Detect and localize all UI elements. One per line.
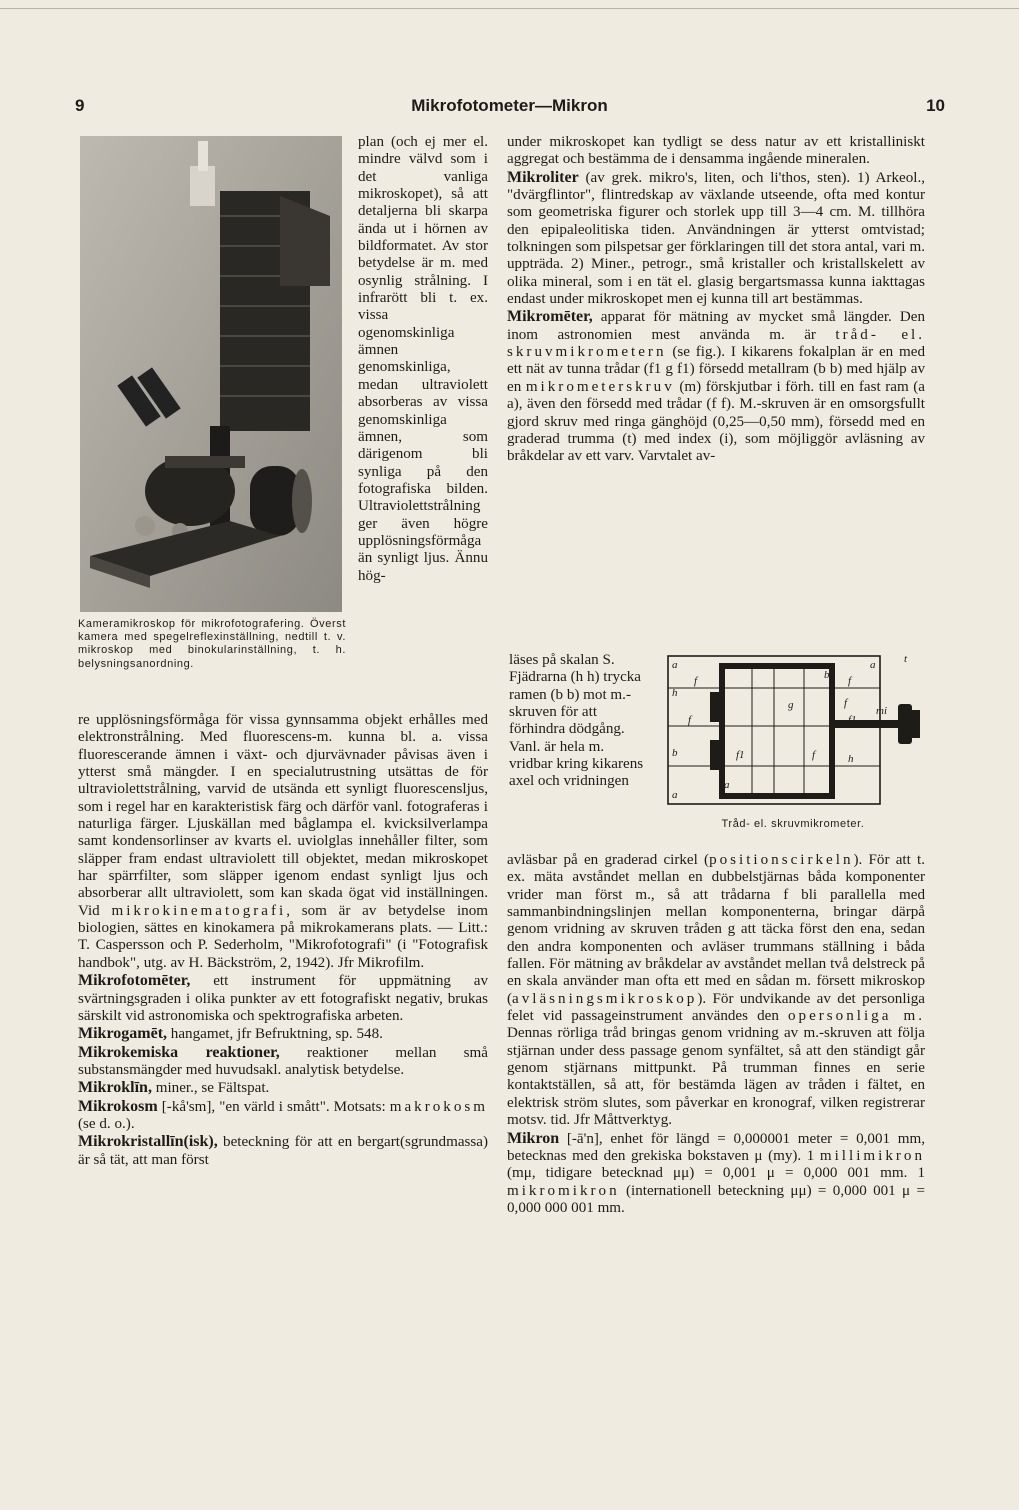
entry-mikrokristallin: Mikrokristallīn(isk), beteckning för att en bergart(sgrundmassa) är så tät, att man först [78,1133,488,1168]
figure-label: f [812,749,816,761]
thread-micrometer-diagram [664,648,924,814]
right-narrow-text: läses på skalan S. Fjädrarna (h h) trycka ramen (b b) mot m.-skruven för att förhindra dödgång. Vanl. är hela m. vridbar kring kikarens axel och vridningen [509,652,644,790]
microscope-camera-photo [80,136,342,612]
page-number-left: 9 [75,96,85,115]
figure-label: h [672,687,678,699]
paragraph: avläsbar på en graderad cirkel (positionscirkeln). För att t. ex. mäta avståndet mellan en dubbelstjärnas båda komponenter vrider man först m., så att trådarna f bli parallella med sammanbindningslinjen mellan komponenterna, bringar därpå genom vridning av skruven tråden g att täcka först den ena, sedan den andra komponenten och avläser trummans ställning i båda fallen. För mätning av bråkdelar av avståndet mellan två delstreck på en skala använder man ofta ett med en sådan m. försett mikroskop (avläsningsmikroskop). För undvikande av det personliga felet vid passageinstrument användes den opersonliga m. Dennas rörliga tråd bringas genom vridning av m.-skruven att följa stjärnan under dess passage genom synfältet, så att den ständigt går genom stjärnans mittpunkt. På trumman finnes en serie kontaktställen, så att, för bestämda lägen av tråden i fältet, en elektrisk ström slutes, som påverkar en kronograf, vilken registrerar motsv. tid. Jfr Måttverktyg. [507,852,926,1129]
right-column-top [507,134,925,466]
entry-mikroliter: Mikroliter (av grek. mikro's, liten, och li'thos, sten). 1) Arkeol., "dvärgflintor", flintredskap av växlande utseende, ofta med kontur som geometriska figurer och storlek upp till 3—4 cm. M. tillhöra den epipaleolitiska tiden. Användningen är ytterst omtvistad; tolkningen som pilspetsar ger förklaringen till det stora antal, vari m. uppträda. 2) Miner., petrogr., små kristaller och kristallskelett av olika mineral, som i en tät el. glasig bergartsmassa kunna iakttagas endast under mikroskopet men ej kunna till art bestämmas. [507,168,925,308]
entry-mikrokosm: Mikrokosm [-kå'sm], "en värld i smått". Motsats: makrokosm (se d. o.). [78,1097,488,1132]
figure-label: f [844,697,848,709]
paragraph: under mikroskopet kan tydligt se dess natur av ett kristalliniskt aggregat och bestämma de i densamma ingående mineralen. [507,134,925,168]
figure-caption: Tråd- el. skruvmikrometer. [721,818,865,830]
figure-label: b [672,747,678,759]
entry-mikrogamet: Mikrogamēt, hangamet, jfr Befruktning, sp. 548. [78,1025,383,1043]
headword: Mikrofotomēter, [78,972,191,990]
right-column-lower [507,852,925,1217]
entry-mikron: Mikron [-ā'n], enhet för längd = 0,000001 meter = 0,001 mm, betecknas med den grekiska bokstaven μ (my). 1 millimikron (mμ, tidigare betecknad μμ) = 0,001 μ = 0,000 001 mm. 1 mikromikron (internationell beteckning μμ) = 0,000 001 μ = 0,000 000 001 mm. [507,1129,925,1216]
headword: Mikrokosm [78,1097,158,1115]
figure-label: i [884,705,888,717]
figure-label: f [688,714,692,726]
figure-label: f1 [736,749,745,761]
entry-mikrofotometer: Mikrofotomēter, ett instrument för uppmätning av svärtningsgraden i olika punkter av ett fotografiskt negativ, brukas särskilt vid astronomiska och spektrografiska arbeten. [78,972,488,1024]
figure-label: f1 [848,714,857,726]
figure-label: a [870,659,876,671]
paragraph: re upplösningsförmåga för vissa gynnsamma objekt erhålles med elektronstrålning. Med fluorescens-m. kunna bl. a. vissa fluorescerande ämnen i växt- och djurvävnader påvisas även i ytterst små mängder. I en specialutrustning utsättas de för ultraviolettstrålning, varvid de utsända ett synligt fluorescensljus, som i regel har en karakteristisk färg och därför vanl. fotograferas i naturliga färger. Ljuskällan med båglampa el. kvicksilverlampa samt kondensorlinser av kvarts el. uviolglas innehåller filter, som släpper fram endast ultraviolett till objektet, medan mikroskopet har spärrfilter, som släpper igenom endast synligt ljus och absorberar allt ultraviolett, som kan skada ögat vid inställningen. Vid mikrokinematografi, som är av betydelse inom biologien, sättes en kinokamera på mikrokamerans plats. — Litt.: T. Caspersson och P. Sederholm, "Mikrofotografi" (i "Fotografisk handbok", utg. av H. Bäckström, 2, 1942). Jfr Mikrofilm. [78,712,488,971]
figure-label: f [848,675,852,687]
figure-label: a [672,659,678,671]
left-narrow-text [358,134,488,585]
headword: Mikrokristallīn(isk), [78,1133,218,1151]
headword: Mikroklīn, [78,1079,152,1097]
figure-label: a [724,779,730,791]
page-edge-line [0,8,1019,9]
figure-label: t [904,653,908,665]
headword: Mikron [507,1129,560,1147]
figure-label: b [824,669,830,681]
headword: Mikrokemiska reaktioner, [78,1043,280,1061]
left-column [78,712,488,1169]
entry-mikroklin: Mikroklīn, miner., se Fältspat. [78,1079,270,1097]
figure-label: g [788,699,794,711]
page-number-right: 10 [926,96,945,115]
entry-mikrometer: Mikromēter, apparat för mätning av mycket små längder. Den inom astronomien mest använda m. är tråd- el. skruvmikrometern (se fig.). I kikarens fokalplan är en med ett nät av tunna trådar (f1 g f1) försedd metallram (b b) med hjälp av en mikrometerskruv (m) förskjutbar i förh. till en fast ram (a a), även den försedd med trådar (f f). M.-skruven är en omsorgsfullt gjord skruv med ringa gänghöjd (0,25—0,50 mm), försedd med en graderad trumma (t) med index (i), som möjliggör avläsning av bråkdelar av ett varv. Varvtalet av- [507,308,925,465]
figure-label: m [876,705,884,717]
photo-caption: Kameramikroskop för mikrofotografering. Överst kamera med spegelreflexinställning, nedtill t. v. mikroskop med binokularinställning, t. h. belysningsanordning. [78,618,346,670]
headword: Mikromēter, [507,308,593,326]
figure-label: f [694,675,698,687]
entry-mikrokemiska-reaktioner: Mikrokemiska reaktioner, reaktioner mellan små substansmängder med huvudsakl. analytisk betydelse. [78,1043,488,1078]
headword: Mikrogamēt, [78,1025,168,1043]
figure-label: a [672,789,678,801]
figure-label: h [848,753,854,765]
headword: Mikroliter [507,168,579,186]
running-title: Mikrofotometer—Mikron [411,96,608,115]
paragraph: plan (och ej mer el. mindre välvd som i det vanliga mikroskopet), så att detaljerna bli skarpa ända ut i hörnen av bildformatet. Av stor betydelse är m. med osynlig strålning. I infrarött bli t. ex. vissa ogenomskinliga ämnen genomskinliga, medan ultraviolett absorberas av vissa genomskinliga ämnen, som därigenom bli synliga på den fotografiska bilden. Ultraviolettstrålning ger även högre upplösningsförmåga än synligt ljus. Ännu hög- [358,134,488,584]
